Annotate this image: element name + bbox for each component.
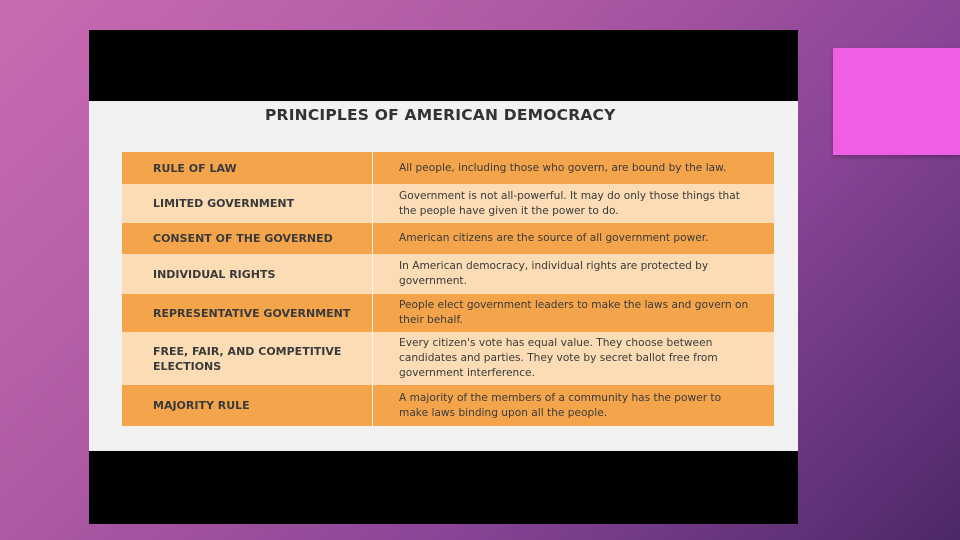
principle-cell: CONSENT OF THE GOVERNED (122, 223, 373, 254)
description-cell: All people, including those who govern, are bound by the law. (399, 161, 727, 174)
description-cell: In American democracy, individual rights are protected by government. (399, 260, 709, 287)
principle-cell: INDIVIDUAL RIGHTS (122, 254, 373, 294)
table-row (122, 254, 774, 294)
principle-cell: MAJORITY RULE (122, 385, 373, 426)
table-row (122, 152, 774, 184)
description-cell: American citizens are the source of all government power. (399, 232, 709, 244)
table-row (122, 223, 774, 254)
table-row (122, 332, 774, 385)
table-row (122, 184, 774, 223)
table-row (122, 294, 774, 332)
table-row (122, 385, 774, 426)
principle-cell: REPRESENTATIVE GOVERNMENT (122, 294, 373, 332)
description-cell: People elect government leaders to make the laws and govern on their behalf. (399, 299, 749, 326)
description-cell: Every citizen's vote has equal value. They choose between candidates and parties. They vote by secret ballot free from government interference. (399, 337, 718, 379)
content-area (89, 126, 798, 451)
principles-table (122, 152, 774, 426)
slide-title: PRINCIPLES OF AMERICAN DEMOCRACY (265, 106, 616, 124)
slide-image (89, 30, 798, 524)
description-cell: Government is not all-powerful. It may do only those things that the people have given it the power to do. (399, 189, 740, 217)
description-cell: A majority of the members of a community has the power to make laws binding upon all the people. (399, 391, 722, 419)
principle-cell: FREE, FAIR, AND COMPETITIVE ELECTIONS (122, 332, 373, 385)
principle-cell: LIMITED GOVERNMENT (122, 184, 373, 223)
title-bar (89, 101, 798, 129)
decorative-pink-square (833, 48, 960, 155)
principle-cell: RULE OF LAW (122, 152, 373, 184)
